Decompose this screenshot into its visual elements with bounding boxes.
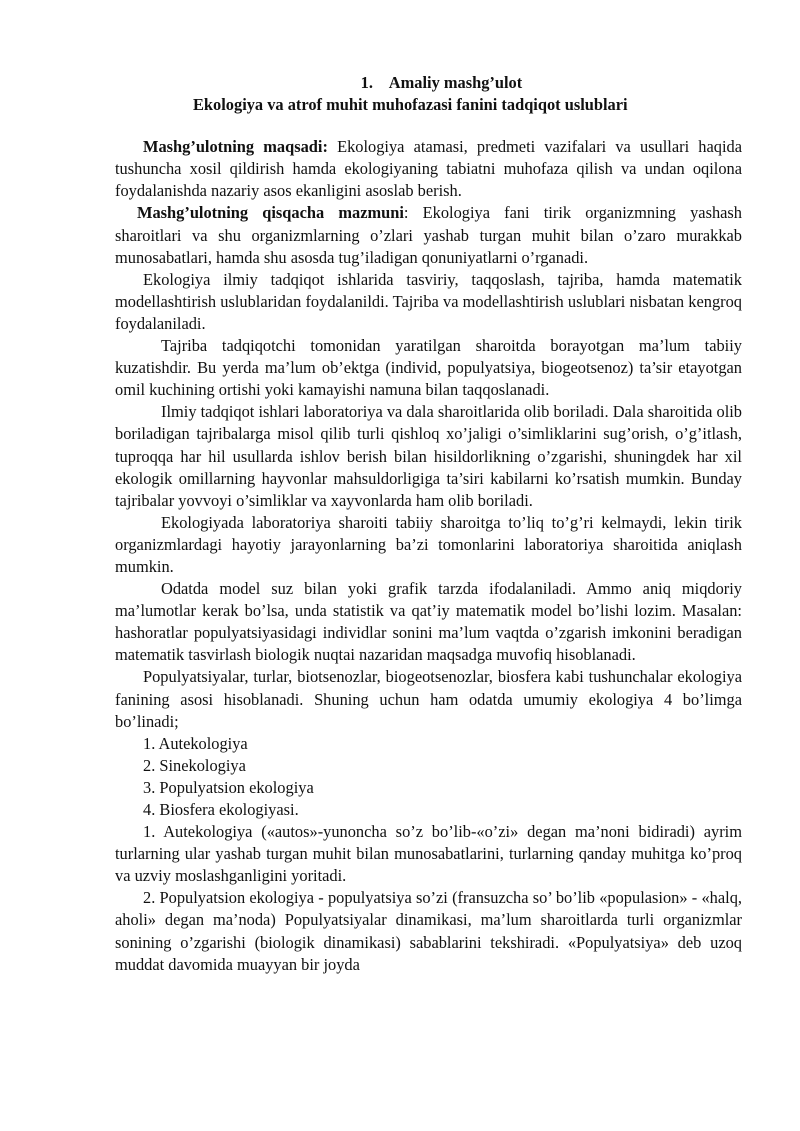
- heading-line: [345, 72, 522, 94]
- heading-title: Amaliy mashg’ulot: [388, 73, 523, 92]
- document-page: [115, 72, 742, 976]
- paragraph-experiment: Tajriba tadqiqotchi tomonidan yaratilgan sharoitda borayotgan ma’lum tabiiy kuzatishdir. Bu yerda ma’lum ob’ektga (individ, populyatsiya, biogeotsenoz) ta’sir etayotgan omil kuchining ortishi yoki kamayishi namuna bilan taqqoslanadi.: [115, 336, 742, 400]
- spacer: [115, 116, 742, 136]
- heading: [115, 72, 742, 116]
- list-item: 4. Biosfera ekologiyasi.: [143, 800, 299, 819]
- goal-label: Mashg’ulotning maqsadi:: [143, 137, 328, 157]
- content-text: : Ekologiya fani tirik organizmning yashash sharoitlari va shu organizmlarning o’zlari yashab turgan muhit bilan o’zaro murakkab munosabatlari, hamda shu asosda tug’iladigan qonuniyatlarni o’rganadi.: [115, 203, 742, 267]
- paragraph-autecology: 1. Autekologiya («autos»-yunoncha so’z bo’lib-«o’zi» degan ma’noni bidiradi) ayrim turlarning ular yashab turgan muhit bilan munosabatlarini, turlarning qanday muhitga ko’proq va uzviy moslashganligini yoritadi.: [115, 822, 742, 886]
- content-label: Mashg’ulotning qisqacha mazmuni: [137, 203, 404, 223]
- paragraph-field-research: Ilmiy tadqiqot ishlari laboratoriya va dala sharoitlarida olib boriladi. Dala sharoitida olib boriladigan tajribalarga misol qilib turli qishloq xo’jaligi o’simliklarini sug’orish, o’g’itlash, tuproqqa har hil usullarda ishlov berish bilan hisildorlikning o’zgarishi, shuningdek har xil ekologik omillarning hayvonlar mahsuldorligiga ta’siri kabilarni ko’rsatish mumkin. Bunday tajribalar yovvoyi o’simliklar va xayvonlarda ham olib boriladi.: [115, 402, 742, 510]
- paragraph-goal: [115, 136, 742, 202]
- heading-subtitle: Ekologiya va atrof muhit muhofazasi fanini tadqiqot uslublari: [193, 95, 628, 115]
- paragraph-concepts: Populyatsiyalar, turlar, biotsenozlar, biogeotsenozlar, biosfera kabi tushunchalar ekologiya fanining asosi hisoblanadi. Shuning uchun ham odatda umumiy ekologiya 4 bo’limga bo’linadi;: [115, 667, 742, 731]
- heading-number: 1.: [360, 73, 373, 92]
- list-item: 3. Populyatsion ekologiya: [143, 777, 314, 797]
- list-item: 1. Autekologiya: [143, 733, 248, 753]
- paragraph-methods: Ekologiya ilmiy tadqiqot ishlarida tasviriy, taqqoslash, tajriba, hamda matematik modellashtirish uslublaridan foydalanildi. Tajriba va modellashtirish uslublari nisbatan kengroq foydalaniladi.: [115, 269, 742, 333]
- paragraph-content: [115, 202, 742, 268]
- list-item: 2. Sinekologiya: [143, 755, 246, 775]
- paragraph-population-ecology: 2. Populyatsion ekologiya - populyatsiya so’zi (fransuzcha so’ bo’lib «populasion» - «halq, aholi» degan ma’noda) Populyatsiyalar dinamikasi, ma’lum sharoitlarda turli organizmlar sonining o’zgarishi (biologik dinamikasi) sabablarini tekshiradi. «Populyatsiya» deb uzoq muddat davomida muayyan bir joyda: [115, 888, 742, 974]
- goal-text: Ekologiya atamasi, predmeti vazifalari va usullari haqida tushuncha xosil qildirish hamda ekologiyaning tabiatni muhofaza qilish va undan oqilona foydalanishda nazariy asos ekanligini asoslab berish.: [115, 137, 742, 201]
- paragraph-model: Odatda model suz bilan yoki grafik tarzda ifodalaniladi. Ammo aniq miqdoriy ma’lumotlar kerak bo’lsa, unda statistik va qat’iy matematik model bo’lishi lozim. Masalan: hashoratlar populyatsiyasidagi individlar sonini ma’lum vaqtda o’zgarish imkonini beradigan matematik tasvirlash biologik nuqtai nazaridan maqsadga muvofiq hisoblanadi.: [115, 579, 742, 665]
- paragraph-laboratory: Ekologiyada laboratoriya sharoiti tabiiy sharoitga to’liq to’g’ri kelmaydi, lekin tirik organizmlardagi hayotiy jarayonlarning ba’zi tomonlarini laboratoriya sharoitida aniqlash mumkin.: [115, 512, 742, 576]
